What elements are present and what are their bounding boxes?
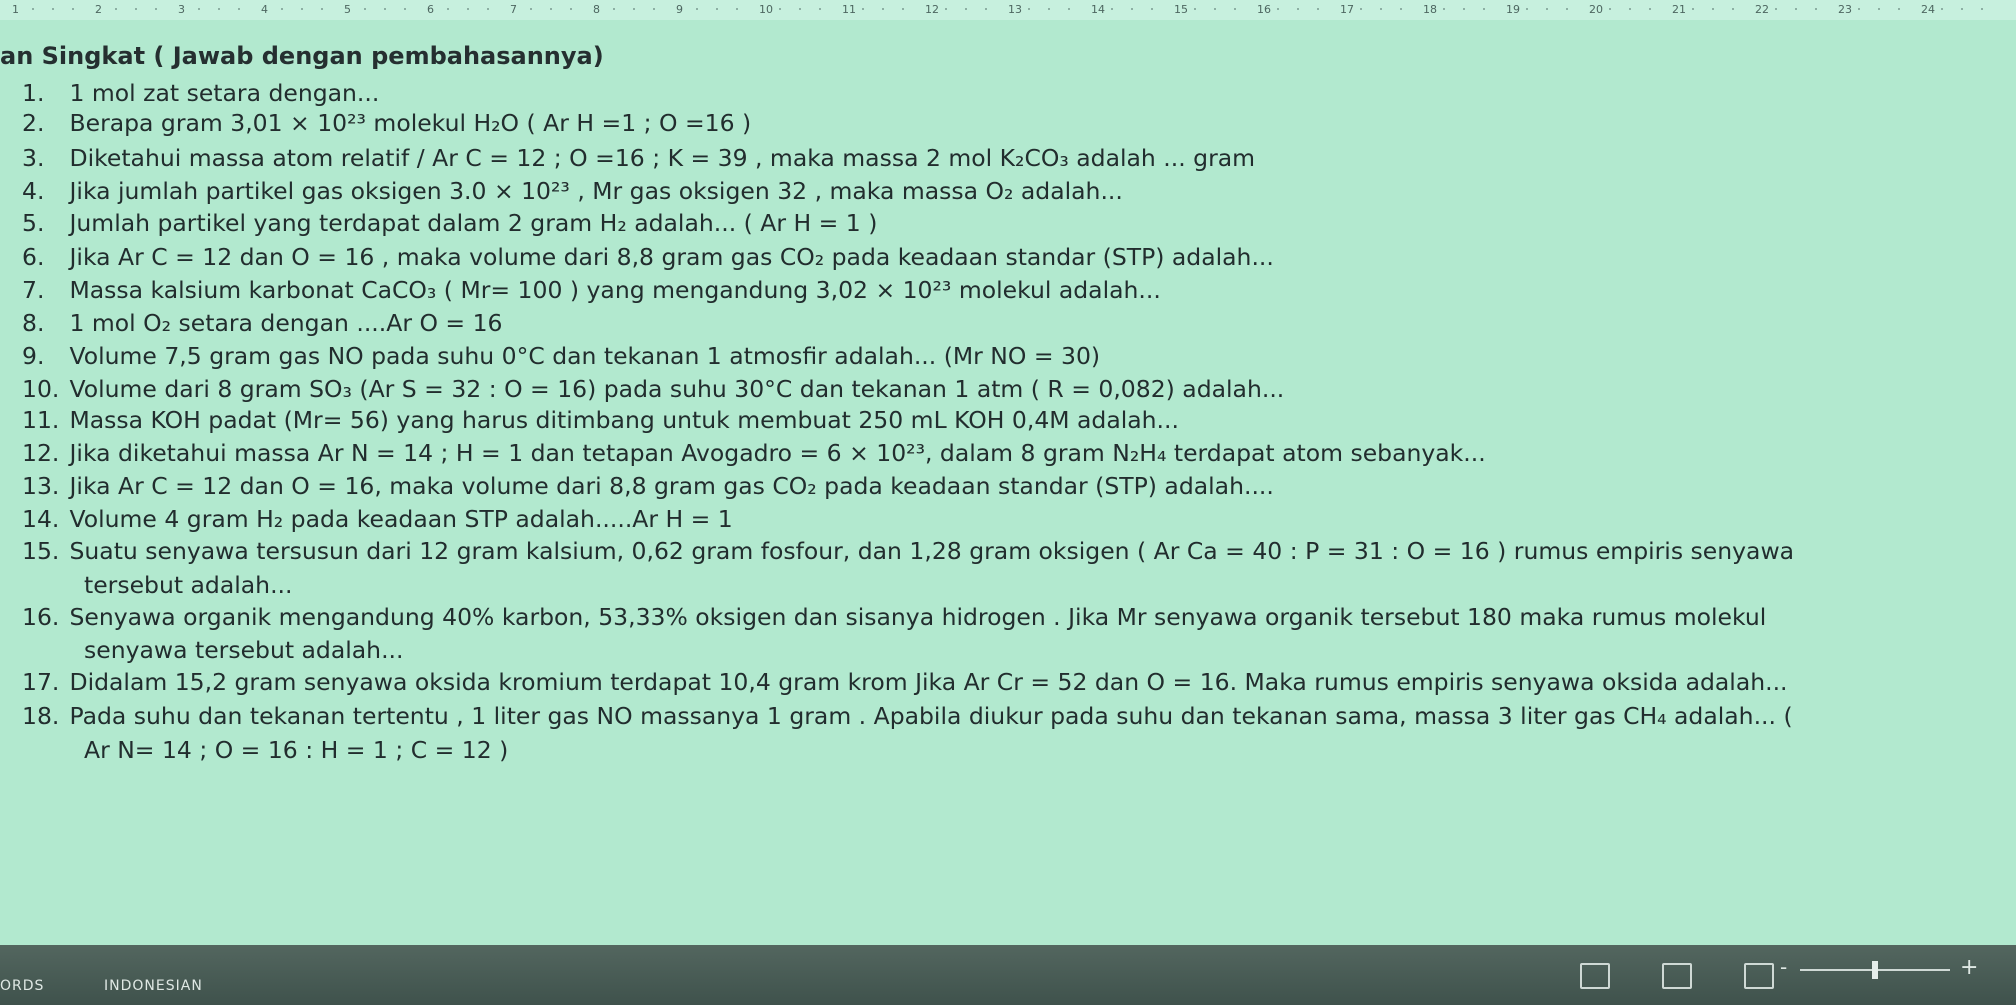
ruler-tick: [1961, 8, 1963, 10]
question-line: [22, 108, 751, 138]
ruler-tick: [716, 8, 718, 10]
ruler-mark: 24: [1921, 3, 1935, 16]
ruler-tick: [487, 8, 489, 10]
ruler-mark: 8: [593, 3, 600, 16]
ruler-mark: 19: [1506, 3, 1520, 16]
question-number: 5.: [22, 209, 45, 237]
ruler-tick: [779, 8, 781, 10]
ruler-tick: [384, 8, 386, 10]
ruler-tick: [1277, 8, 1279, 10]
ruler-mark: 18: [1423, 3, 1437, 16]
ruler-tick: [1795, 8, 1797, 10]
ruler-tick: [1546, 8, 1548, 10]
ruler-tick: [1692, 8, 1694, 10]
ruler-mark: 13: [1008, 3, 1022, 16]
status-bar: [0, 945, 2016, 1005]
ruler-tick: [653, 8, 655, 10]
language-indicator[interactable]: INDONESIAN: [104, 978, 203, 994]
ruler-mark: 5: [344, 3, 351, 16]
ruler-tick: [1068, 8, 1070, 10]
ruler-tick: [1048, 8, 1050, 10]
question-text: Jika Ar C = 12 dan O = 16, maka volume dari 8,8 gram gas CO₂ pada keadaan standar (STP) adalah....: [69, 472, 1274, 500]
zoom-out-button[interactable]: -: [1780, 955, 1788, 979]
ruler-mark: 15: [1174, 3, 1188, 16]
question-number: 1.: [22, 79, 45, 107]
question-number: 16.: [22, 603, 60, 631]
ruler-tick: [135, 8, 137, 10]
question-text: Didalam 15,2 gram senyawa oksida kromium terdapat 10,4 gram krom Jika Ar Cr = 52 dan O = 16. Maka rumus empiris senyawa oksida adalah...: [69, 668, 1788, 696]
question-text: Berapa gram 3,01 × 10²³ molekul H₂O ( Ar H =1 ; O =16 ): [69, 109, 752, 137]
ruler-tick: [198, 8, 200, 10]
question-number: 18.: [22, 702, 60, 730]
question-line: [22, 471, 1274, 501]
question-number: 14.: [22, 505, 60, 533]
ruler-tick: [238, 8, 240, 10]
section-heading: an Singkat ( Jawab dengan pembahasannya): [0, 42, 604, 70]
ruler-tick: [1234, 8, 1236, 10]
ruler-tick: [1483, 8, 1485, 10]
ruler-tick: [530, 8, 532, 10]
ruler-tick: [1609, 8, 1611, 10]
question-line: [22, 78, 379, 108]
ruler-mark: 9: [676, 3, 683, 16]
ruler-mark: 11: [842, 3, 856, 16]
ruler-tick: [902, 8, 904, 10]
ruler-tick: [1815, 8, 1817, 10]
zoom-thumb[interactable]: [1872, 961, 1878, 979]
question-line: [22, 504, 733, 534]
ruler-mark: 21: [1672, 3, 1686, 16]
question-line: [22, 438, 1486, 468]
question-number: 9.: [22, 342, 45, 370]
word-count-label[interactable]: ORDS: [0, 978, 45, 994]
ruler-tick: [1151, 8, 1153, 10]
ruler-tick: [1712, 8, 1714, 10]
question-text: Jika jumlah partikel gas oksigen 3.0 × 10²³ , Mr gas oksigen 32 , maka massa O₂ adalah...: [69, 177, 1123, 205]
ruler-mark: 12: [925, 3, 939, 16]
ruler-tick: [613, 8, 615, 10]
question-number: 17.: [22, 668, 60, 696]
ruler-tick: [1898, 8, 1900, 10]
ruler-mark: 2: [95, 3, 102, 16]
ruler-tick: [633, 8, 635, 10]
ruler-mark: 7: [510, 3, 517, 16]
web-layout-icon[interactable]: [1744, 963, 1774, 989]
ruler-mark: 6: [427, 3, 434, 16]
ruler-mark: 14: [1091, 3, 1105, 16]
view-mode-group: [1580, 963, 1774, 989]
question-line: [22, 667, 1788, 697]
question-text: Volume 4 gram H₂ pada keadaan STP adalah.....Ar H = 1: [69, 505, 733, 533]
question-number: 6.: [22, 243, 45, 271]
ruler-tick: [1629, 8, 1631, 10]
question-text: Massa KOH padat (Mr= 56) yang harus ditimbang untuk membuat 250 mL KOH 0,4M adalah...: [69, 406, 1179, 434]
ruler-tick: [447, 8, 449, 10]
ruler-tick: [1400, 8, 1402, 10]
zoom-in-button[interactable]: +: [1960, 955, 1979, 980]
ruler-tick: [301, 8, 303, 10]
question-text: Ar N= 14 ; O = 16 : H = 1 ; C = 12 ): [84, 736, 509, 764]
question-number: 15.: [22, 537, 60, 565]
ruler-tick: [32, 8, 34, 10]
question-line: [22, 374, 1284, 404]
question-text: Pada suhu dan tekanan tertentu , 1 liter gas NO massanya 1 gram . Apabila diukur pada suhu dan tekanan sama, massa 3 liter gas CH₄ adalah... (: [69, 702, 1793, 730]
ruler-tick: [115, 8, 117, 10]
question-line: [22, 242, 1274, 272]
question-text: Jika diketahui massa Ar N = 14 ; H = 1 dan tetapan Avogadro = 6 × 10²³, dalam 8 gram N₂H₄ terdapat atom sebanyak...: [69, 439, 1486, 467]
ruler-tick: [1443, 8, 1445, 10]
zoom-slider[interactable]: [1780, 955, 1980, 985]
ruler-tick: [404, 8, 406, 10]
question-number: 8.: [22, 309, 45, 337]
ruler-mark: 20: [1589, 3, 1603, 16]
ruler-tick: [155, 8, 157, 10]
ruler-tick: [1360, 8, 1362, 10]
ruler-tick: [1649, 8, 1651, 10]
ruler-mark: 1: [12, 3, 19, 16]
question-text: Jika Ar C = 12 dan O = 16 , maka volume dari 8,8 gram gas CO₂ pada keadaan standar (STP) adalah...: [69, 243, 1274, 271]
ruler-mark: 10: [759, 3, 773, 16]
ruler-tick: [467, 8, 469, 10]
question-text: Senyawa organik mengandung 40% karbon, 53,33% oksigen dan sisanya hidrogen . Jika Mr senyawa organik tersebut 180 maka rumus molekul: [69, 603, 1767, 631]
ruler-mark: 22: [1755, 3, 1769, 16]
ruler-mark: 23: [1838, 3, 1852, 16]
question-line: [22, 405, 1179, 435]
question-line: [22, 635, 403, 665]
read-mode-icon[interactable]: [1580, 963, 1610, 989]
ruler-tick: [1111, 8, 1113, 10]
question-line: [22, 275, 1161, 305]
ruler-tick: [1463, 8, 1465, 10]
ruler-tick: [1566, 8, 1568, 10]
ruler-tick: [696, 8, 698, 10]
ruler-tick: [1858, 8, 1860, 10]
question-line: [22, 341, 1100, 371]
question-number: 11.: [22, 406, 60, 434]
ruler-tick: [819, 8, 821, 10]
question-number: 3.: [22, 144, 45, 172]
ruler-tick: [72, 8, 74, 10]
question-text: 1 mol zat setara dengan...: [69, 79, 380, 107]
question-text: senyawa tersebut adalah...: [84, 636, 404, 664]
ruler-tick: [52, 8, 54, 10]
ruler-tick: [1297, 8, 1299, 10]
ruler-mark: 17: [1340, 3, 1354, 16]
horizontal-ruler[interactable]: [0, 0, 2016, 21]
ruler-tick: [550, 8, 552, 10]
question-line: [22, 602, 1766, 632]
ruler-tick: [985, 8, 987, 10]
ruler-tick: [1317, 8, 1319, 10]
question-line: [22, 308, 502, 338]
ruler-tick: [1526, 8, 1528, 10]
question-text: Jumlah partikel yang terdapat dalam 2 gram H₂ adalah... ( Ar H = 1 ): [69, 209, 878, 237]
question-number: 4.: [22, 177, 45, 205]
question-number: 10.: [22, 375, 60, 403]
question-text: tersebut adalah...: [84, 571, 293, 599]
ruler-tick: [1878, 8, 1880, 10]
question-text: Volume 7,5 gram gas NO pada suhu 0°C dan tekanan 1 atmosfir adalah... (Mr NO = 30): [69, 342, 1101, 370]
question-line: [22, 570, 292, 600]
question-line: [22, 536, 1794, 566]
ruler-tick: [965, 8, 967, 10]
ruler-mark: 3: [178, 3, 185, 16]
ruler-tick: [799, 8, 801, 10]
ruler-tick: [736, 8, 738, 10]
question-text: Diketahui massa atom relatif / Ar C = 12 ; O =16 ; K = 39 , maka massa 2 mol K₂CO₃ adalah ... gram: [69, 144, 1256, 172]
question-number: 13.: [22, 472, 60, 500]
ruler-mark: 16: [1257, 3, 1271, 16]
ruler-tick: [882, 8, 884, 10]
ruler-tick: [1941, 8, 1943, 10]
question-line: [22, 176, 1123, 206]
question-text: Massa kalsium karbonat CaCO₃ ( Mr= 100 ) yang mengandung 3,02 × 10²³ molekul adalah...: [69, 276, 1161, 304]
ruler-tick: [1981, 8, 1983, 10]
ruler-mark: 4: [261, 3, 268, 16]
question-line: [22, 701, 1793, 731]
ruler-tick: [862, 8, 864, 10]
ruler-tick: [1775, 8, 1777, 10]
ruler-tick: [1028, 8, 1030, 10]
ruler-tick: [218, 8, 220, 10]
ruler-tick: [1732, 8, 1734, 10]
print-layout-icon[interactable]: [1662, 963, 1692, 989]
ruler-tick: [281, 8, 283, 10]
ruler-tick: [570, 8, 572, 10]
ruler-tick: [321, 8, 323, 10]
question-line: [22, 143, 1255, 173]
ruler-tick: [1214, 8, 1216, 10]
question-number: 7.: [22, 276, 45, 304]
ruler-tick: [1194, 8, 1196, 10]
question-number: 12.: [22, 439, 60, 467]
question-text: Volume dari 8 gram SO₃ (Ar S = 32 : O = 16) pada suhu 30°C dan tekanan 1 atm ( R = 0,082) adalah...: [69, 375, 1285, 403]
ruler-tick: [945, 8, 947, 10]
question-text: 1 mol O₂ setara dengan ....Ar O = 16: [69, 309, 503, 337]
ruler-tick: [1380, 8, 1382, 10]
ruler-tick: [1131, 8, 1133, 10]
question-text: Suatu senyawa tersusun dari 12 gram kalsium, 0,62 gram fosfour, dan 1,28 gram oksigen ( Ar Ca = 40 : P = 31 : O = 16 ) rumus empiris senyawa: [69, 537, 1795, 565]
ruler-tick: [364, 8, 366, 10]
question-line: [22, 735, 508, 765]
question-number: 2.: [22, 109, 45, 137]
question-line: [22, 208, 877, 238]
